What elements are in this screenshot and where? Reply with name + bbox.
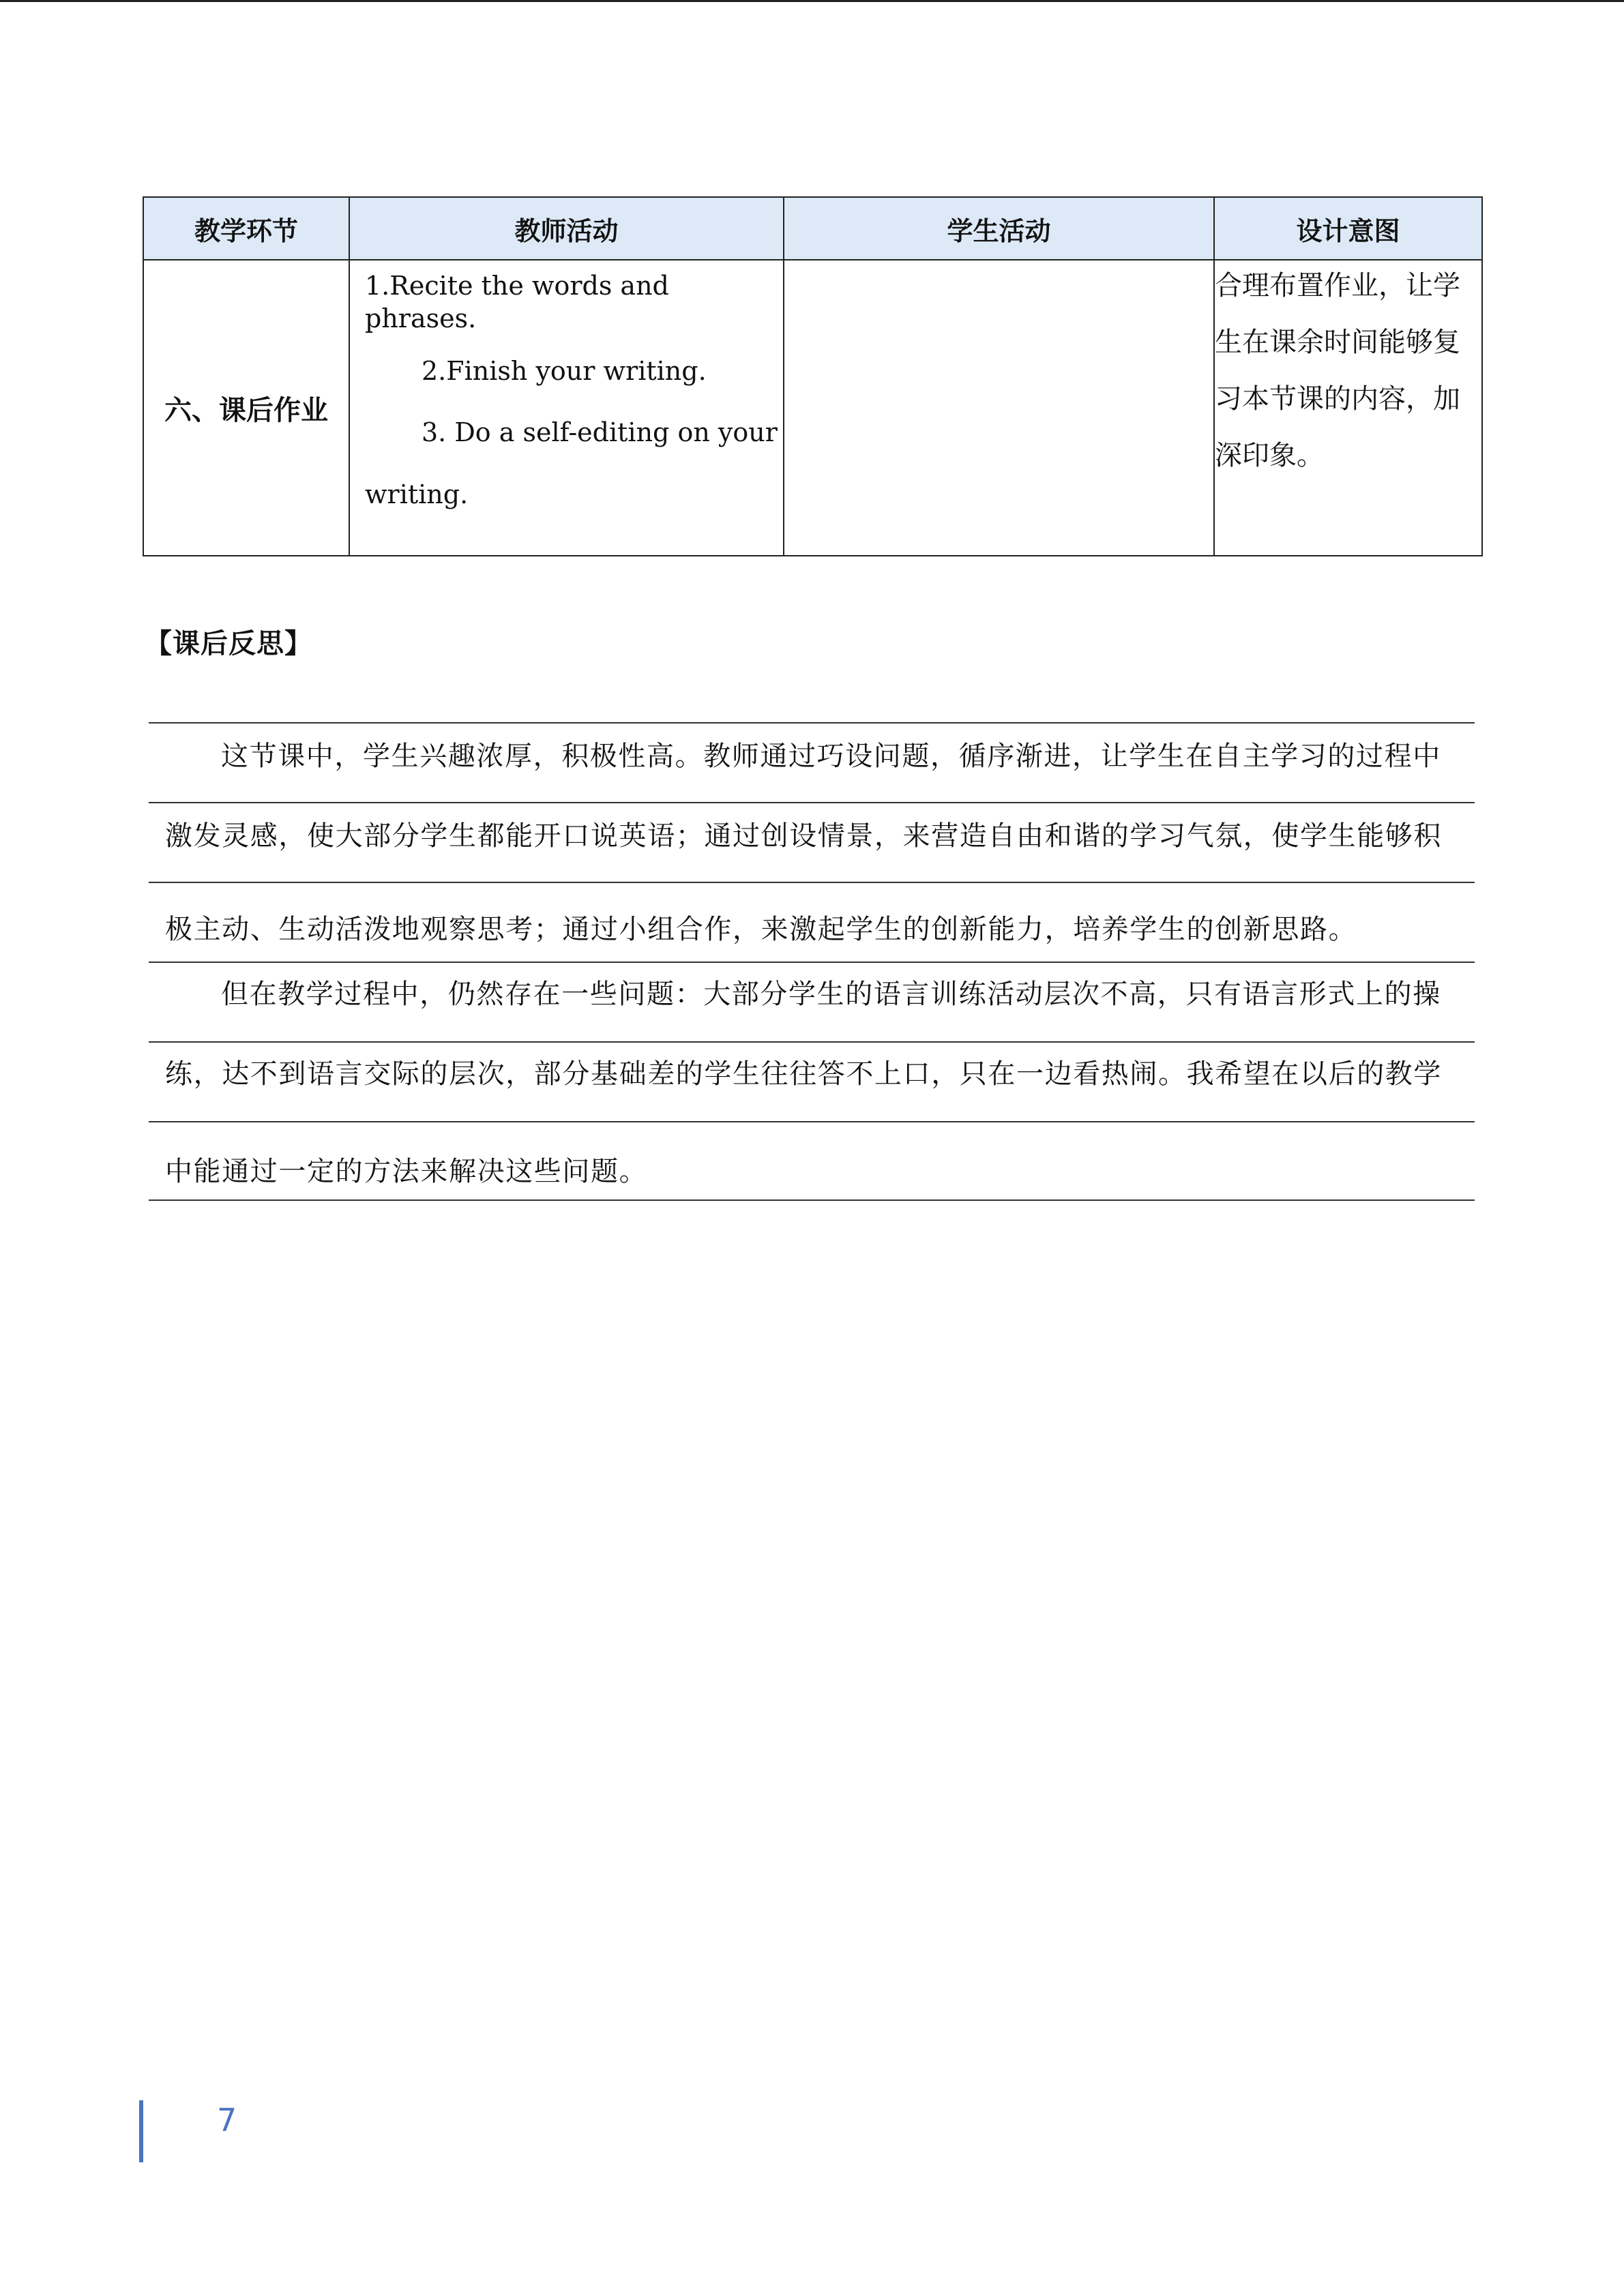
table-row: [143, 260, 1482, 556]
teacher-activity-line: 3. Do a self-editing on your: [422, 417, 778, 447]
teacher-activity-cell: [349, 260, 784, 556]
reflection-line: 极主动、生动活泼地观察思考；通过小组合作，来激起学生的创新能力，培养学生的创新思路。: [165, 914, 1357, 945]
header-design-intent: 设计意图: [1214, 197, 1482, 260]
teacher-activity-line: writing.: [365, 479, 469, 509]
reflection-row: [149, 802, 1475, 882]
footer-accent-bar: [139, 2100, 143, 2162]
design-intent-cell: 合理布置作业，让学生在课余时间能够复习本节课的内容，加深印象。: [1214, 257, 1482, 553]
reflection-row: [149, 882, 1475, 961]
reflection-row: [149, 1041, 1475, 1121]
teacher-activity-line: 1.Recite the words and phrases.: [365, 271, 669, 333]
header-teaching-stage: 教学环节: [143, 197, 349, 260]
page-number: 7: [217, 2102, 237, 2138]
header-student-activity: 学生活动: [784, 197, 1214, 260]
teacher-activity-line: 2.Finish your writing.: [422, 356, 707, 386]
reflection-heading: 【课后反思】: [145, 628, 312, 659]
reflection-row: [149, 961, 1475, 1041]
reflection-row: [149, 1121, 1475, 1201]
reflection-line: 练，达不到语言交际的层次，部分基础差的学生往往答不上口，只在一边看热闹。我希望在以后的教学: [165, 1058, 1442, 1090]
lesson-plan-table: [143, 196, 1483, 556]
reflection-line: 中能通过一定的方法来解决这些问题。: [165, 1156, 648, 1187]
reflection-line: 激发灵感，使大部分学生都能开口说英语；通过创设情景，来营造自由和谐的学习气氛，使学生能够积: [165, 820, 1442, 852]
page-top-border: [0, 0, 1624, 2]
student-activity-cell: [784, 260, 1214, 556]
reflection-line: 这节课中，学生兴趣浓厚，积极性高。教师通过巧设问题，循序渐进，让学生在自主学习的过程中: [221, 741, 1441, 772]
section-cell: 六、课后作业: [143, 260, 349, 556]
table-header-row: [143, 197, 1482, 260]
reflection-line: 但在教学过程中，仍然存在一些问题：大部分学生的语言训练活动层次不高，只有语言形式上的操: [221, 979, 1441, 1010]
header-teacher-activity: 教师活动: [349, 197, 784, 260]
reflection-row: [149, 722, 1475, 802]
